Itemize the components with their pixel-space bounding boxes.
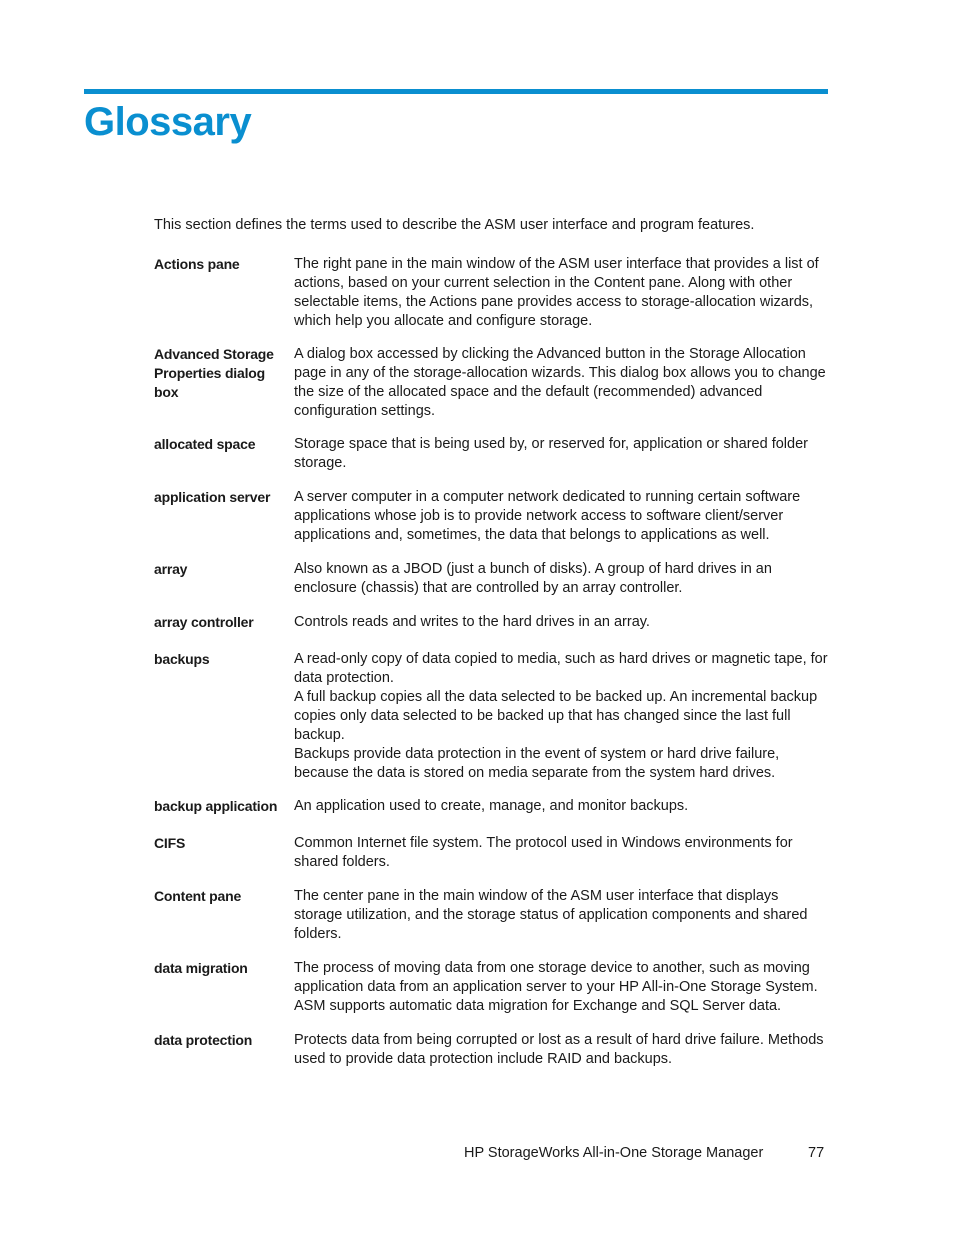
definition-paragraph: The right pane in the main window of the ASM user interface that provides a list of actions, based on your current selection in the Content pane. Along with other selectable items, the Actions pane provides access to storage-allocation wizards, which help you allocate and configure storage. bbox=[294, 256, 819, 329]
glossary-term: backups bbox=[154, 651, 210, 667]
definition-paragraph: A server computer in a computer network dedicated to running certain software applications whose job is to provide network access to software client/server applications and, sometimes, the data that belongs to applications as well. bbox=[294, 489, 801, 543]
glossary-definition bbox=[294, 435, 830, 473]
page-number: 77 bbox=[808, 1145, 825, 1161]
glossary-definition bbox=[294, 650, 830, 783]
glossary-term: CIFS bbox=[154, 835, 186, 851]
footer-title: HP StorageWorks All-in-One Storage Manager bbox=[464, 1145, 764, 1161]
glossary-term: array bbox=[154, 561, 188, 577]
glossary-definition bbox=[294, 959, 830, 1016]
glossary-definition bbox=[294, 1031, 830, 1069]
glossary-definition bbox=[294, 797, 830, 816]
glossary-definition bbox=[294, 613, 830, 632]
glossary-definition bbox=[294, 834, 830, 872]
glossary-definition bbox=[294, 887, 830, 944]
glossary-term: application server bbox=[154, 489, 271, 505]
definition-paragraph: A read-only copy of data copied to media, such as hard drives or magnetic tape, for data protection. bbox=[294, 651, 828, 686]
glossary-definition bbox=[294, 255, 830, 331]
glossary-definition bbox=[294, 345, 830, 421]
definition-paragraph: Backups provide data protection in the event of system or hard drive failure, because the data is stored on media separate from the system hard drives. bbox=[294, 746, 780, 781]
intro-text: This section defines the terms used to describe the ASM user interface and program features. bbox=[154, 217, 755, 233]
definition-paragraph: The process of moving data from one storage device to another, such as moving application data from an application server to your HP All-in-One Storage System. ASM supports automatic data migration for Exchange and SQL Server data. bbox=[294, 960, 818, 1014]
definition-paragraph: An application used to create, manage, and monitor backups. bbox=[294, 798, 689, 814]
glossary-term: data migration bbox=[154, 960, 248, 976]
definition-paragraph: Controls reads and writes to the hard drives in an array. bbox=[294, 614, 650, 630]
glossary-term: array controller bbox=[154, 614, 254, 630]
glossary-term: backup application bbox=[154, 798, 278, 814]
definition-paragraph: Also known as a JBOD (just a bunch of disks). A group of hard drives in an enclosure (chassis) that are controlled by an array controller. bbox=[294, 561, 772, 596]
definition-paragraph: Common Internet file system. The protocol used in Windows environments for shared folders. bbox=[294, 835, 793, 870]
definition-paragraph: Protects data from being corrupted or lost as a result of hard drive failure. Methods used to provide data protection include RAID and backups. bbox=[294, 1032, 824, 1067]
glossary-term: Actions pane bbox=[154, 256, 240, 272]
definition-paragraph: The center pane in the main window of the ASM user interface that displays storage utilization, and the storage status of application components and shared folders. bbox=[294, 888, 808, 942]
definition-paragraph: Storage space that is being used by, or reserved for, application or shared folder storage. bbox=[294, 436, 808, 471]
glossary-term: Advanced Storage Properties dialog box bbox=[154, 346, 274, 400]
glossary-term: data protection bbox=[154, 1032, 253, 1048]
page-title: Glossary bbox=[84, 100, 252, 144]
glossary-term: allocated space bbox=[154, 436, 256, 452]
title-rule bbox=[84, 89, 828, 94]
glossary-definition bbox=[294, 560, 830, 598]
definition-paragraph: A full backup copies all the data selected to be backed up. An incremental backup copies only data selected to be backed up that has changed since the last full backup. bbox=[294, 689, 818, 743]
definition-paragraph: A dialog box accessed by clicking the Advanced button in the Storage Allocation page in any of the storage-allocation wizards. This dialog box allows you to change the size of the allocated space and the default (recommended) advanced configuration settings. bbox=[294, 346, 826, 419]
glossary-definition bbox=[294, 488, 830, 545]
glossary-term: Content pane bbox=[154, 888, 242, 904]
